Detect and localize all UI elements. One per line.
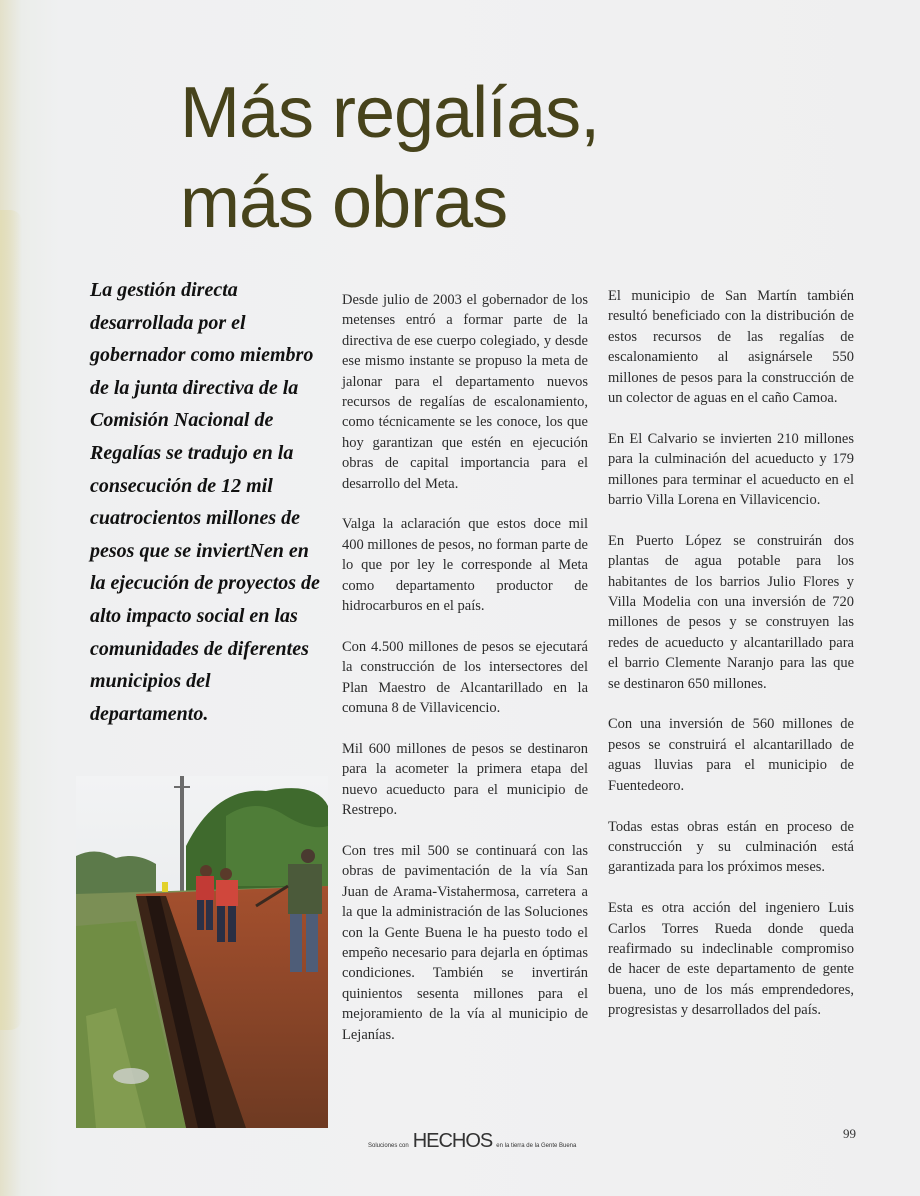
right-paragraph-6: Esta es otra acción del ingeniero Luis Carlos Torres Rueda donde queda reafirmado su indeclinable compromiso de hacer de este departamento de gente buena, uno de los más emprendedores, progresistas y desarrollados del país. [608,900,854,1019]
right-paragraph-2: En El Calvario se invierten 210 millones para la culminación del acueducto y 179 millones para terminar el acueducto en el barrio Villa Lorena en Villavicencio. [608,430,854,509]
right-paragraph-1: El municipio de San Martín también resultó beneficiado con la distribución de estos recursos de las regalías de escalonamiento al asignársele 550 millones de pesos para la construcción de un colector de aguas en el caño Camoa. [608,288,854,407]
right-paragraph-5: Todas estas obras están en proceso de construcción y su culminación está garantizada para los próximos meses. [608,818,854,876]
footer-suffix: en la tierra de la Gente Buena [496,1143,577,1149]
center-paragraph-5: Con tres mil 500 se continuará con las obras de pavimentación de la vía San Juan de Arama-Vistahermosa, carretera a la que la administración de las Soluciones con la Gente Buena le ha puesto todo el empeño necesario para dejarla en óptimas condiciones. También se invertirán quinientos sesenta millones para el mejoramiento de la vía al municipio de Lejanías. [342,842,588,1043]
article-title [180,68,599,248]
construction-photo [76,776,328,1128]
center-paragraph-2: Valga la aclaración que estos doce mil 400 millones de pesos, no forman parte de lo que por ley le corresponde al Meta como departamento productor de hidrocarburos en el país. [342,516,588,615]
lead-paragraph: La gestión directa desarrollada por el gobernador como miembro de la junta directiva de la Comisión Nacional de Regalías se tradujo en la consecución de 12 mil cuatrocientos millones de pesos que se inviertNen en la ejecución de proyectos de alto impacto social en las comunidades de diferentes municipios del departamento. [90,279,320,725]
center-paragraph-3: Con 4.500 millones de pesos se ejecutará la construcción de los intersectores del Plan Maestro de Alcantarillado en la comuna 8 de Villavicencio. [342,638,588,717]
right-paragraph-4: Con una inversión de 560 millones de pesos se construirá el alcantarillado de aguas lluvias para el municipio de Fuentedeoro. [608,716,854,794]
article-title-line-2: más obras [180,163,508,243]
center-paragraph-4: Mil 600 millones de pesos se destinaron para la acometer la primera etapa del nuevo acueducto para el municipio de Restrepo. [342,740,588,819]
right-paragraph-3: En Puerto López se construirán dos plantas de agua potable para los habitantes de los barrios Julio Flores y Villa Modelia con una inversión de 720 millones de pesos y se construyen las redes de acueducto y alcantarillado para el barrio Clemente Naranjo para las que se destinaron 650 millones. [608,532,854,692]
center-column [342,290,588,1065]
footer-brand: HECHOS [412,1130,493,1152]
footer-tagline [368,1130,576,1153]
right-column [608,286,854,1041]
page-edge-stain [0,210,22,1030]
footer-prefix: Soluciones con [368,1143,409,1149]
center-paragraph-1: Desde julio de 2003 el gobernador de los metenses entró a formar parte de la directiva de ese cuerpo colegiado, y desde ese mismo instante se propuso la meta de jalonar para el departamento nuevos recursos de regalías de escalonamiento, como técnicamente se les conoce, los que hoy garantizan que estén en ejecución obras de capital importancia para el desarrollo del Meta. [342,292,588,492]
trench-workers-illustration [76,776,328,1128]
page-number: 99 [843,1126,856,1141]
article-title-line-1: Más regalías, [180,73,600,153]
